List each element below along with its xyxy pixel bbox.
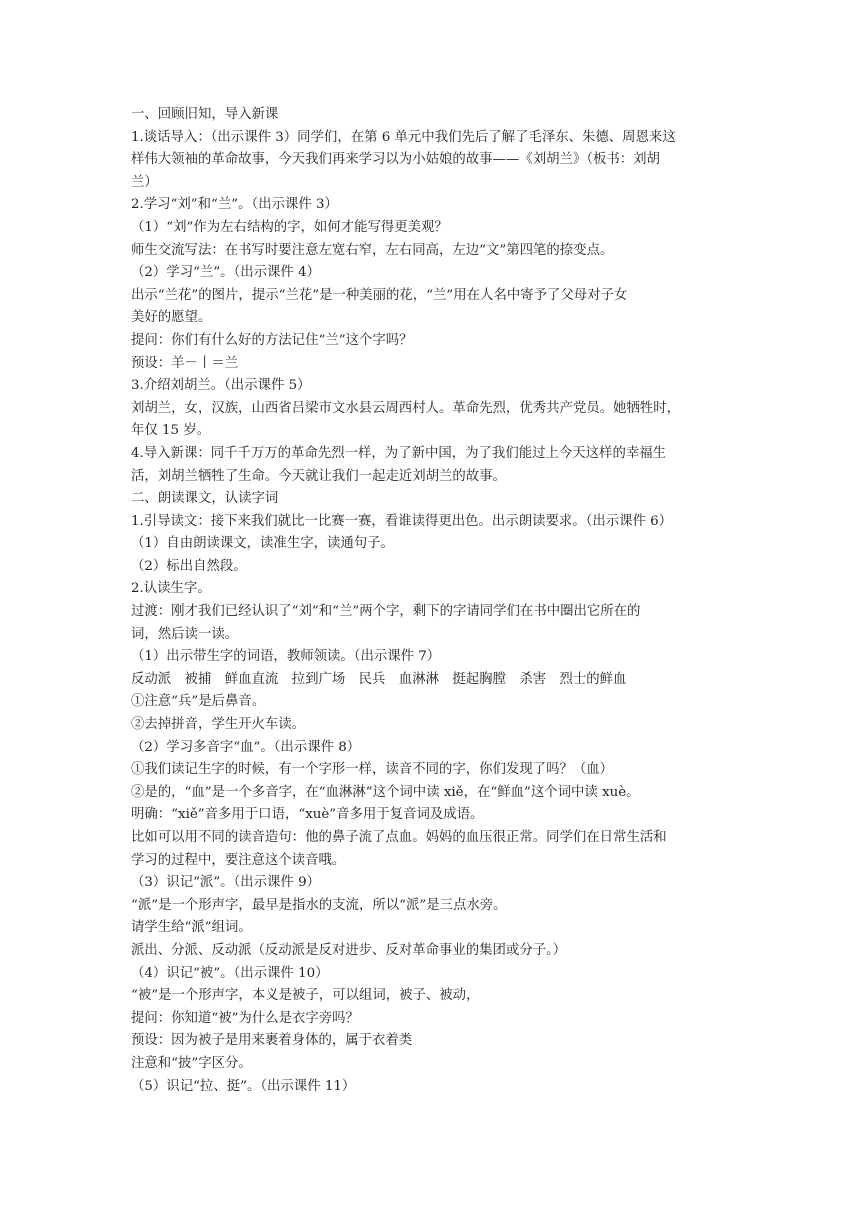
paragraph-line: 样伟大领袖的革命故事，今天我们再来学习以为小姑娘的故事——《刘胡兰》（板书：刘胡 [131, 152, 660, 168]
paragraph-line: （1）“刘”作为左右结构的字，如何才能写得更美观？ [131, 219, 448, 235]
paragraph-line: 预设：羊－丨＝兰 [131, 355, 239, 371]
paragraph-line: 提问：你知道“被”为什么是衣字旁吗？ [131, 1010, 359, 1026]
paragraph-line: 预设：因为被子是用来裹着身体的，属于衣着类 [131, 1033, 413, 1049]
paragraph-line: （2）标出自然段。 [131, 558, 247, 574]
paragraph-line: “派”是一个形声字，最早是指水的支流，所以“派”是三点水旁。 [131, 897, 507, 913]
paragraph-line: 1.谈话导入：（出示课件 3）同学们，在第 6 单元中我们先后了解了毛泽东、朱德、周恩来这 [131, 129, 676, 145]
paragraph-line: 提问：你们有什么好的方法记住“兰”这个字吗？ [131, 332, 413, 348]
paragraph-line: （2）学习“兰”。（出示课件 4） [131, 265, 320, 281]
paragraph-line: （1）自由朗读课文，读准生字，读通句子。 [131, 536, 394, 552]
paragraph-line: 师生交流写法：在书写时要注意左宽右窄，左右同高，左边“文”第四笔的捺变点。 [131, 242, 614, 258]
paragraph-line: （5）识记“拉、挺”。（出示课件 11） [131, 1078, 356, 1094]
paragraph-line: 词，然后读一读。 [131, 626, 239, 642]
paragraph-line: （3）识记“派”。（出示课件 9） [131, 875, 320, 891]
paragraph-line: （1）出示带生字的词语，教师领读。（出示课件 7） [131, 649, 441, 665]
paragraph-line: 请学生给“派”组词。 [131, 920, 252, 936]
paragraph-line: 学习的过程中，要注意这个读音哦。 [131, 852, 346, 868]
document-body [131, 104, 737, 1098]
vocabulary-list: 反动派 被捕 鲜血直流 拉到广场 民兵 血淋淋 挺起胸膛 杀害 烈士的鲜血 [131, 671, 627, 687]
paragraph-line: 明确：“xiě”音多用于口语，“xuè”音多用于复音词及成语。 [131, 807, 484, 823]
paragraph-line: 年仅 15 岁。 [131, 423, 211, 439]
paragraph-line: 过渡：刚才我们已经认识了“刘”和“兰”两个字，剩下的字请同学们在书中圈出它所在的 [131, 604, 641, 620]
paragraph-line: 出示“兰花”的图片，提示“兰花”是一种美丽的花，“兰”用在人名中寄予了父母对子女 [131, 287, 628, 303]
paragraph-line: 2.认读生字。 [131, 581, 211, 597]
paragraph-line: （4）识记“被”。（出示课件 10） [131, 965, 329, 981]
paragraph-line: （2）学习多音字“血”。（出示课件 8） [131, 739, 361, 755]
paragraph-line: ②是的，“血”是一个多音字，在“血淋淋”这个词中读 xiě，在“鲜血”这个词中读 xuè。 [131, 784, 640, 800]
paragraph-line: 1.引导读文：接下来我们就比一比赛一赛，看谁读得更出色。出示朗读要求。（出示课件 6） [131, 513, 673, 529]
paragraph-line: 2.学习“刘”和“兰”。（出示课件 3） [131, 197, 338, 213]
paragraph-line: 活，刘胡兰牺牲了生命。今天就让我们一起走近刘胡兰的故事。 [131, 468, 506, 484]
paragraph-line: 派出、分派、反动派（反动派是反对进步、反对革命事业的集团或分子。） [131, 942, 567, 958]
paragraph-line: ①注意“兵”是后鼻音。 [131, 694, 266, 710]
paragraph-line: 比如可以用不同的读音造句：他的鼻子流了点血。妈妈的血压很正常。同学们在日常生活和 [131, 830, 667, 845]
paragraph-line: 4.导入新课：同千千万万的革命先烈一样，为了新中国，为了我们能过上今天这样的幸福生 [131, 445, 667, 461]
paragraph-line: ①我们读记生字的时候，有一个字形一样，读音不同的字，你们发现了吗？（血） [131, 762, 614, 778]
section-heading-1: 一、回顾旧知，导入新课 [131, 107, 279, 122]
section-heading-2: 二、朗读课文，认读字词 [131, 491, 279, 507]
paragraph-line: 美好的愿望。 [131, 310, 212, 326]
paragraph-line: 3.介绍刘胡兰。（出示课件 5） [131, 378, 311, 394]
paragraph-line: “被”是一个形声字，本义是被子，可以组词，被子、被动， [131, 988, 480, 1004]
paragraph-line: 兰） [131, 174, 158, 190]
paragraph-line: ②去掉拼音，学生开火车读。 [131, 717, 306, 733]
paragraph-line: 注意和“披”字区分。 [131, 1055, 252, 1071]
paragraph-line: 刘胡兰，女，汉族，山西省吕梁市文水县云周西村人。革命先烈，优秀共产党员。她牺牲时， [131, 400, 681, 416]
